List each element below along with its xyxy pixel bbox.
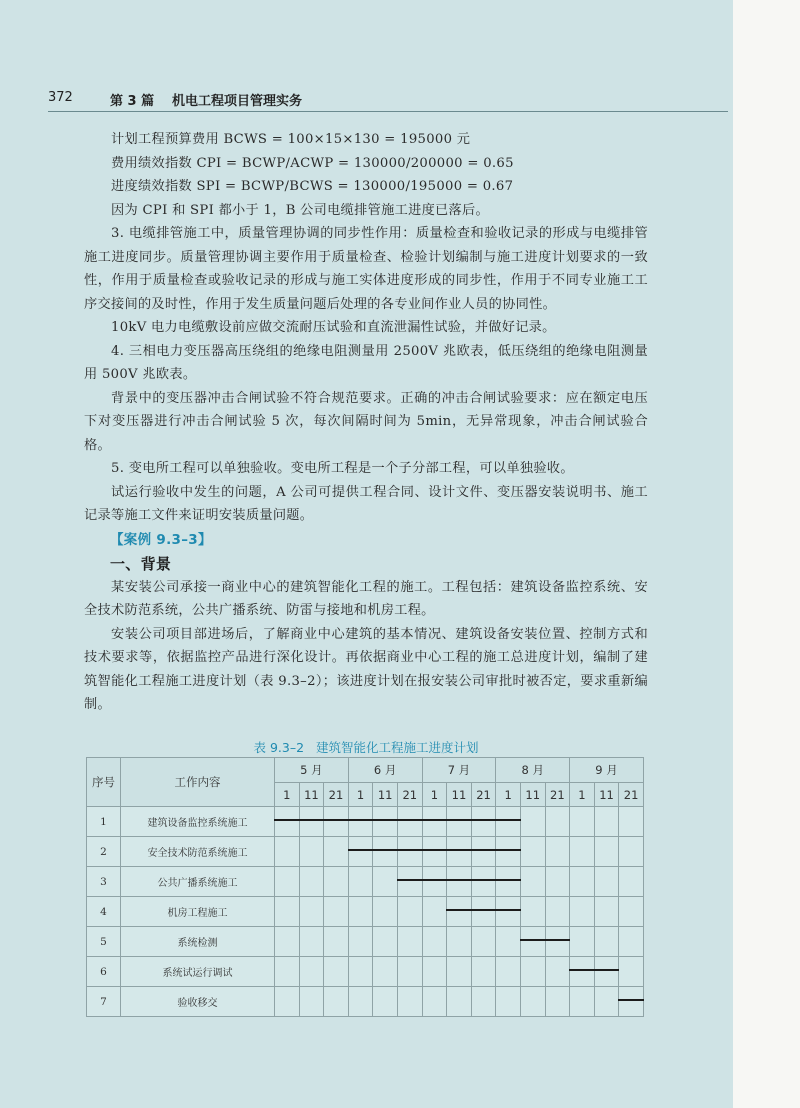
- paragraph: 进度绩效指数 SPI = BCWP/BCWS = 130000/195000 = 0.67: [111, 179, 514, 194]
- day-cell: [594, 867, 619, 897]
- row-number: 6: [87, 957, 121, 987]
- schedule-bar: [299, 819, 325, 821]
- day-cell: [594, 807, 619, 837]
- day-cell: [324, 927, 349, 957]
- day-cell: [275, 927, 300, 957]
- day-cell: [520, 987, 545, 1017]
- row-work: 公共广播系统施工: [121, 867, 275, 897]
- header-work: 工作内容: [121, 758, 275, 807]
- table-row: [87, 867, 644, 897]
- row-work: 安全技术防范系统施工: [121, 837, 275, 867]
- day-cell: [324, 807, 349, 837]
- day-cell: [520, 837, 545, 867]
- day-cell: [545, 867, 570, 897]
- day-cell: [520, 867, 545, 897]
- day-cell: [299, 897, 324, 927]
- day-cell: [373, 807, 398, 837]
- header-month: 5 月: [275, 758, 349, 783]
- day-cell: [348, 987, 373, 1017]
- schedule-bar: [422, 819, 448, 821]
- day-cell: [324, 897, 349, 927]
- day-cell: [594, 897, 619, 927]
- header-month: 6 月: [348, 758, 422, 783]
- table-row: [87, 957, 644, 987]
- day-cell: [496, 897, 521, 927]
- day-cell: [422, 897, 447, 927]
- row-work: 系统检测: [121, 927, 275, 957]
- day-cell: [471, 807, 496, 837]
- day-cell: [324, 957, 349, 987]
- day-cell: [496, 957, 521, 987]
- schedule-bar: [446, 849, 472, 851]
- day-cell: [594, 927, 619, 957]
- day-cell: [447, 837, 472, 867]
- table-caption: [84, 738, 648, 756]
- day-cell: [373, 987, 398, 1017]
- schedule-bar: [348, 819, 374, 821]
- day-cell: [545, 807, 570, 837]
- day-cell: [570, 897, 595, 927]
- day-cell: [471, 957, 496, 987]
- schedule-bar: [348, 849, 374, 851]
- schedule-bar: [397, 879, 423, 881]
- schedule-bar: [495, 909, 521, 911]
- schedule-bar: [618, 999, 644, 1001]
- day-cell: [570, 807, 595, 837]
- day-cell: [545, 927, 570, 957]
- page-header: [48, 84, 728, 114]
- row-work: 系统试运行调试: [121, 957, 275, 987]
- day-cell: [275, 807, 300, 837]
- day-cell: [422, 957, 447, 987]
- day-cell: [520, 807, 545, 837]
- day-cell: [545, 897, 570, 927]
- day-cell: [471, 987, 496, 1017]
- day-cell: [447, 867, 472, 897]
- header-day: 21: [324, 783, 349, 807]
- table-caption-title: 建筑智能化工程施工进度计划: [316, 740, 479, 755]
- day-cell: [373, 837, 398, 867]
- paragraph: 背景中的变压器冲击合闸试验不符合规范要求。正确的冲击合闸试验要求：应在额定电压下对变压器进行冲击合闸试验 5 次，每次间隔时间为 5min，无异常现象，冲击合闸试验合格。: [84, 390, 648, 453]
- header-month: 7 月: [422, 758, 496, 783]
- day-cell: [299, 837, 324, 867]
- day-cell: [299, 987, 324, 1017]
- body-text: [84, 128, 648, 717]
- day-cell: [422, 837, 447, 867]
- day-cell: [545, 987, 570, 1017]
- schedule-bar: [397, 819, 423, 821]
- day-cell: [275, 837, 300, 867]
- day-cell: [471, 867, 496, 897]
- day-cell: [324, 987, 349, 1017]
- day-cell: [447, 927, 472, 957]
- day-cell: [619, 957, 644, 987]
- day-cell: [422, 807, 447, 837]
- day-cell: [594, 837, 619, 867]
- day-cell: [496, 837, 521, 867]
- header-day: 21: [545, 783, 570, 807]
- part-title: 机电工程项目管理实务: [172, 94, 303, 109]
- schedule-bar: [471, 819, 497, 821]
- schedule-bar: [495, 849, 521, 851]
- schedule-bar: [569, 969, 595, 971]
- day-cell: [619, 897, 644, 927]
- schedule-bar: [471, 909, 497, 911]
- day-cell: [422, 867, 447, 897]
- row-number: 7: [87, 987, 121, 1017]
- paragraph: 某安装公司承接一商业中心的建筑智能化工程的施工。工程包括：建筑设备监控系统、安全技术防范系统，公共广播系统、防雷与接地和机房工程。: [84, 579, 648, 618]
- day-cell: [570, 987, 595, 1017]
- day-cell: [348, 837, 373, 867]
- day-cell: [275, 957, 300, 987]
- header-day: 11: [299, 783, 324, 807]
- day-cell: [397, 867, 422, 897]
- header-day: 1: [570, 783, 595, 807]
- day-cell: [275, 987, 300, 1017]
- day-cell: [373, 927, 398, 957]
- day-cell: [324, 867, 349, 897]
- header-day: 1: [348, 783, 373, 807]
- paragraph: 费用绩效指数 CPI = BCWP/ACWP = 130000/200000 = 0.65: [111, 155, 514, 171]
- day-cell: [570, 927, 595, 957]
- schedule-bar: [323, 819, 349, 821]
- schedule-bar: [471, 879, 497, 881]
- schedule-table: [86, 757, 644, 1017]
- day-cell: [275, 897, 300, 927]
- schedule-bar: [397, 849, 423, 851]
- row-number: 2: [87, 837, 121, 867]
- schedule-bar: [446, 879, 472, 881]
- day-cell: [447, 807, 472, 837]
- header-rule: [48, 111, 728, 112]
- schedule-bar: [495, 879, 521, 881]
- day-cell: [496, 927, 521, 957]
- row-work: 机房工程施工: [121, 897, 275, 927]
- day-cell: [520, 897, 545, 927]
- row-number: 1: [87, 807, 121, 837]
- header-day: 21: [619, 783, 644, 807]
- day-cell: [422, 927, 447, 957]
- day-cell: [397, 957, 422, 987]
- schedule-bar: [446, 819, 472, 821]
- header-month: 9 月: [570, 758, 644, 783]
- schedule-bar: [274, 819, 300, 821]
- day-cell: [471, 837, 496, 867]
- day-cell: [299, 957, 324, 987]
- schedule-bar: [471, 849, 497, 851]
- day-cell: [373, 897, 398, 927]
- day-cell: [471, 927, 496, 957]
- section-heading: 一、背景: [110, 554, 172, 573]
- header-day: 11: [373, 783, 398, 807]
- page-number: 372: [48, 90, 73, 105]
- day-cell: [397, 927, 422, 957]
- header-day: 1: [275, 783, 300, 807]
- day-cell: [373, 957, 398, 987]
- schedule-bar: [372, 819, 398, 821]
- day-cell: [422, 987, 447, 1017]
- header-day: 1: [496, 783, 521, 807]
- day-cell: [299, 867, 324, 897]
- day-cell: [619, 987, 644, 1017]
- day-cell: [348, 867, 373, 897]
- day-cell: [348, 957, 373, 987]
- row-number: 4: [87, 897, 121, 927]
- paragraph: 5. 变电所工程可以单独验收。变电所工程是一个子分部工程，可以单独验收。: [111, 461, 574, 476]
- day-cell: [619, 807, 644, 837]
- day-cell: [496, 867, 521, 897]
- table-row: [87, 837, 644, 867]
- row-number: 5: [87, 927, 121, 957]
- day-cell: [324, 837, 349, 867]
- part-label: 第 3 篇: [110, 94, 155, 109]
- paragraph: 因为 CPI 和 SPI 都小于 1，B 公司电缆排管施工进度已落后。: [111, 202, 490, 218]
- day-cell: [447, 957, 472, 987]
- schedule-bar: [422, 879, 448, 881]
- table-row: [87, 897, 644, 927]
- day-cell: [299, 807, 324, 837]
- day-cell: [447, 987, 472, 1017]
- row-number: 3: [87, 867, 121, 897]
- header-day: 11: [520, 783, 545, 807]
- day-cell: [397, 897, 422, 927]
- header-day: 11: [594, 783, 619, 807]
- paragraph: 安装公司项目部进场后，了解商业中心建筑的基本情况、建筑设备安装位置、控制方式和技术要求等，依据监控产品进行深化设计。再依据商业中心工程的施工总进度计划，编制了建筑智能化工程施工进度计划（表 9.3–2）；该进度计划在报安装公司审批时被否定，要求重新编制。: [84, 626, 648, 712]
- table-row: [87, 807, 644, 837]
- table-row: [87, 927, 644, 957]
- day-cell: [570, 837, 595, 867]
- day-cell: [348, 897, 373, 927]
- day-cell: [397, 837, 422, 867]
- day-cell: [520, 957, 545, 987]
- day-cell: [496, 807, 521, 837]
- day-cell: [619, 927, 644, 957]
- schedule-bar: [545, 939, 571, 941]
- day-cell: [397, 807, 422, 837]
- day-cell: [471, 897, 496, 927]
- schedule-bar: [495, 819, 521, 821]
- schedule-bar: [520, 939, 546, 941]
- day-cell: [545, 837, 570, 867]
- day-cell: [373, 867, 398, 897]
- day-cell: [594, 987, 619, 1017]
- schedule-bar: [372, 849, 398, 851]
- day-cell: [520, 927, 545, 957]
- header-seq: 序号: [87, 758, 121, 807]
- day-cell: [348, 807, 373, 837]
- table-caption-number: 表 9.3–2: [253, 740, 305, 755]
- day-cell: [619, 867, 644, 897]
- day-cell: [447, 897, 472, 927]
- row-work: 建筑设备监控系统施工: [121, 807, 275, 837]
- row-work: 验收移交: [121, 987, 275, 1017]
- schedule-bar: [422, 849, 448, 851]
- day-cell: [570, 867, 595, 897]
- paragraph: 试运行验收中发生的问题，A 公司可提供工程合同、设计文件、变压器安装说明书、施工记录等施工文件来证明安装质量问题。: [84, 484, 648, 523]
- day-cell: [619, 837, 644, 867]
- day-cell: [397, 987, 422, 1017]
- day-cell: [299, 927, 324, 957]
- header-day: 21: [471, 783, 496, 807]
- paragraph: 4. 三相电力变压器高压绕组的绝缘电阻测量用 2500V 兆欧表，低压绕组的绝缘电阻测量用 500V 兆欧表。: [84, 343, 648, 382]
- schedule-bar: [594, 969, 620, 971]
- paragraph: 3. 电缆排管施工中，质量管理协调的同步性作用：质量检查和验收记录的形成与电缆排管施工进度同步。质量管理协调主要作用于质量检查、检验计划编制与施工进度计划要求的一致性，作用于质量检查或验收记录的形成与施工实体进度形成的同步性，作用于不同专业施工工序交接间的及时性，作用于发生质量问题后处理的各专业间作业人员的协同性。: [84, 226, 648, 312]
- day-cell: [545, 957, 570, 987]
- table-row: [87, 987, 644, 1017]
- header-day: 1: [422, 783, 447, 807]
- day-cell: [570, 957, 595, 987]
- header-month: 8 月: [496, 758, 570, 783]
- case-heading: 【案例 9.3–3】: [110, 531, 212, 548]
- header-day: 11: [447, 783, 472, 807]
- day-cell: [348, 927, 373, 957]
- day-cell: [496, 987, 521, 1017]
- paragraph: 计划工程预算费用 BCWS = 100×15×130 = 195000 元: [111, 132, 471, 147]
- schedule-bar: [446, 909, 472, 911]
- day-cell: [275, 867, 300, 897]
- day-cell: [594, 957, 619, 987]
- paragraph: 10kV 电力电缆敷设前应做交流耐压试验和直流泄漏性试验，并做好记录。: [111, 320, 556, 335]
- header-day: 21: [397, 783, 422, 807]
